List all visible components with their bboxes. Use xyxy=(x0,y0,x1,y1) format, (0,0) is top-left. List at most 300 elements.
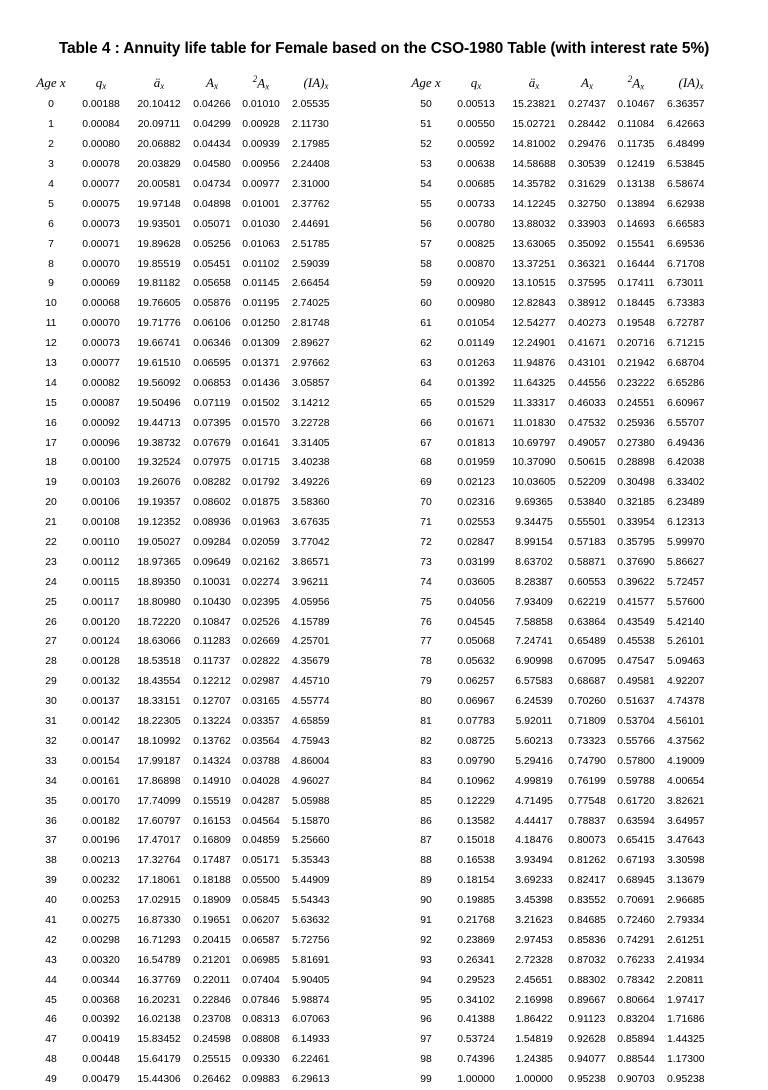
cell-annuity-due: 19.85519 xyxy=(137,258,181,270)
cell-age: 34 xyxy=(45,775,57,787)
cell-age: 30 xyxy=(45,696,57,708)
cell-annuity-due: 5.92011 xyxy=(515,716,553,728)
cell-qx: 0.00070 xyxy=(82,258,120,270)
header-age: Age x xyxy=(411,75,441,90)
cell-qx: 0.26341 xyxy=(457,954,495,966)
cell-IAx: 1.44325 xyxy=(667,1034,705,1046)
cell-qx: 0.00182 xyxy=(82,815,120,827)
table-row xyxy=(405,473,745,493)
cell-IAx: 4.45710 xyxy=(292,676,330,688)
cell-2Ax: 0.33954 xyxy=(617,517,655,529)
cell-annuity-due: 19.66741 xyxy=(137,338,181,350)
cell-2Ax: 0.74291 xyxy=(617,934,655,946)
table-row xyxy=(405,453,745,473)
table-row xyxy=(30,135,370,155)
cell-IAx: 3.82621 xyxy=(667,795,705,807)
table-row xyxy=(30,334,370,354)
cell-annuity-due: 13.63065 xyxy=(512,238,556,250)
table-row xyxy=(405,771,745,791)
cell-qx: 0.74396 xyxy=(457,1054,495,1066)
cell-IAx: 6.36357 xyxy=(667,99,705,111)
cell-annuity-due: 19.38732 xyxy=(137,437,181,449)
cell-2Ax: 0.32185 xyxy=(617,497,655,509)
cell-age: 28 xyxy=(45,656,57,668)
cell-IAx: 4.92207 xyxy=(667,676,705,688)
cell-age: 16 xyxy=(45,417,57,429)
cell-annuity-due: 6.57583 xyxy=(515,676,553,688)
cell-Ax: 0.49057 xyxy=(568,437,606,449)
table-row xyxy=(30,1030,370,1050)
cell-Ax: 0.58871 xyxy=(568,556,606,568)
cell-Ax: 0.04299 xyxy=(193,119,231,131)
table-row xyxy=(30,155,370,175)
table-row xyxy=(30,373,370,393)
cell-Ax: 0.24598 xyxy=(193,1034,231,1046)
cell-IAx: 5.90405 xyxy=(292,974,330,986)
cell-age: 18 xyxy=(45,457,57,469)
cell-2Ax: 0.02526 xyxy=(242,616,280,628)
cell-annuity-due: 17.99187 xyxy=(137,755,181,767)
cell-IAx: 5.09463 xyxy=(667,656,705,668)
cell-Ax: 0.87032 xyxy=(568,954,606,966)
cell-2Ax: 0.65415 xyxy=(617,835,655,847)
cell-age: 79 xyxy=(420,676,432,688)
table-row xyxy=(30,572,370,592)
cell-annuity-due: 19.71776 xyxy=(137,318,181,330)
cell-qx: 0.00103 xyxy=(82,477,120,489)
cell-qx: 0.00128 xyxy=(82,656,120,668)
cell-Ax: 0.26462 xyxy=(193,1074,231,1086)
cell-2Ax: 0.01010 xyxy=(242,99,280,111)
cell-annuity-due: 18.10992 xyxy=(137,735,181,747)
cell-2Ax: 0.02395 xyxy=(242,596,280,608)
cell-qx: 0.01671 xyxy=(457,417,495,429)
cell-qx: 0.06257 xyxy=(457,676,495,688)
cell-annuity-due: 10.03605 xyxy=(512,477,556,489)
cell-age: 29 xyxy=(45,676,57,688)
cell-Ax: 0.38912 xyxy=(568,298,606,310)
cell-qx: 0.00638 xyxy=(457,159,495,171)
cell-qx: 0.00147 xyxy=(82,735,120,747)
cell-age: 8 xyxy=(48,258,54,270)
cell-qx: 0.00077 xyxy=(82,358,120,370)
cell-Ax: 0.74790 xyxy=(568,755,606,767)
cell-IAx: 4.37562 xyxy=(667,735,705,747)
cell-IAx: 1.17300 xyxy=(667,1054,705,1066)
cell-Ax: 0.35092 xyxy=(568,238,606,250)
table-row xyxy=(30,652,370,672)
cell-Ax: 0.85836 xyxy=(568,934,606,946)
cell-qx: 1.00000 xyxy=(457,1074,495,1086)
cell-IAx: 2.61251 xyxy=(667,934,705,946)
cell-age: 98 xyxy=(420,1054,432,1066)
cell-annuity-due: 19.97148 xyxy=(137,198,181,210)
cell-IAx: 2.11730 xyxy=(292,119,329,131)
cell-annuity-due: 1.86422 xyxy=(515,1014,553,1026)
table-row xyxy=(30,871,370,891)
cell-Ax: 0.10847 xyxy=(193,616,231,628)
cell-qx: 0.00298 xyxy=(82,934,120,946)
cell-age: 11 xyxy=(45,318,57,330)
cell-annuity-due: 20.06882 xyxy=(137,139,181,151)
cell-age: 69 xyxy=(420,477,432,489)
cell-qx: 0.00479 xyxy=(82,1074,120,1086)
cell-IAx: 6.71215 xyxy=(667,338,705,350)
table-row xyxy=(405,274,745,294)
cell-IAx: 4.05956 xyxy=(292,596,330,608)
cell-annuity-due: 20.10412 xyxy=(137,99,181,111)
cell-IAx: 6.60967 xyxy=(667,397,705,409)
cell-annuity-due: 3.69233 xyxy=(515,875,553,887)
cell-age: 70 xyxy=(420,497,432,509)
cell-age: 64 xyxy=(420,377,432,389)
table-row xyxy=(405,314,745,334)
cell-age: 73 xyxy=(420,556,432,568)
cell-Ax: 0.09284 xyxy=(193,537,231,549)
cell-annuity-due: 6.90998 xyxy=(515,656,553,668)
cell-2Ax: 0.01309 xyxy=(242,338,280,350)
cell-IAx: 3.77042 xyxy=(292,537,330,549)
table-row xyxy=(30,214,370,234)
cell-IAx: 2.51785 xyxy=(292,238,330,250)
cell-Ax: 0.11283 xyxy=(193,636,231,648)
cell-qx: 0.00080 xyxy=(82,139,120,151)
table-row xyxy=(30,692,370,712)
table-row xyxy=(30,851,370,871)
cell-2Ax: 0.67193 xyxy=(617,855,655,867)
cell-qx: 0.06967 xyxy=(457,696,495,708)
cell-Ax: 0.12707 xyxy=(193,696,231,708)
cell-age: 21 xyxy=(45,517,57,529)
cell-Ax: 0.71809 xyxy=(568,716,606,728)
cell-Ax: 0.05876 xyxy=(193,298,231,310)
cell-2Ax: 0.05171 xyxy=(242,855,280,867)
cell-age: 43 xyxy=(45,954,57,966)
cell-2Ax: 0.02987 xyxy=(242,676,280,688)
cell-qx: 0.00070 xyxy=(82,318,120,330)
cell-2Ax: 0.01063 xyxy=(242,238,280,250)
cell-Ax: 0.08282 xyxy=(193,477,231,489)
table-row xyxy=(30,234,370,254)
table-row xyxy=(405,712,745,732)
cell-IAx: 6.22461 xyxy=(292,1054,330,1066)
cell-annuity-due: 2.45651 xyxy=(515,974,553,986)
table-row xyxy=(30,632,370,652)
cell-Ax: 0.14910 xyxy=(193,775,231,787)
cell-age: 2 xyxy=(48,139,54,151)
cell-2Ax: 0.41577 xyxy=(617,596,655,608)
table-row xyxy=(30,513,370,533)
cell-2Ax: 0.30498 xyxy=(617,477,655,489)
cell-qx: 0.00550 xyxy=(457,119,495,131)
cell-Ax: 0.43101 xyxy=(568,358,606,370)
cell-2Ax: 0.04564 xyxy=(242,815,280,827)
table-row xyxy=(30,314,370,334)
cell-age: 94 xyxy=(420,974,432,986)
table-row xyxy=(30,433,370,453)
table-row xyxy=(405,990,745,1010)
cell-Ax: 0.06853 xyxy=(193,377,231,389)
cell-age: 65 xyxy=(420,397,432,409)
cell-qx: 0.01054 xyxy=(457,318,495,330)
cell-Ax: 0.46033 xyxy=(568,397,606,409)
cell-2Ax: 0.47547 xyxy=(617,656,655,668)
cell-annuity-due: 5.60213 xyxy=(515,735,553,747)
header-annuity-due: $ä_x$ xyxy=(153,75,165,91)
cell-2Ax: 0.01792 xyxy=(242,477,280,489)
cell-IAx: 6.07063 xyxy=(292,1014,330,1026)
cell-age: 63 xyxy=(420,358,432,370)
table-row xyxy=(405,592,745,612)
cell-qx: 0.21768 xyxy=(457,914,495,926)
cell-Ax: 0.13762 xyxy=(193,735,231,747)
cell-IAx: 6.71708 xyxy=(667,258,705,270)
cell-annuity-due: 10.37090 xyxy=(512,457,556,469)
cell-qx: 0.00092 xyxy=(82,417,120,429)
cell-age: 47 xyxy=(45,1034,57,1046)
cell-2Ax: 0.63594 xyxy=(617,815,655,827)
table-row xyxy=(405,214,745,234)
cell-age: 46 xyxy=(45,1014,57,1026)
cell-IAx: 5.54343 xyxy=(292,895,330,907)
cell-age: 78 xyxy=(420,656,432,668)
cell-IAx: 5.05988 xyxy=(292,795,330,807)
cell-2Ax: 0.01963 xyxy=(242,517,280,529)
cell-annuity-due: 13.88032 xyxy=(512,218,556,230)
cell-IAx: 6.58674 xyxy=(667,179,705,190)
cell-qx: 0.00106 xyxy=(82,497,120,509)
cell-annuity-due: 4.71495 xyxy=(515,795,553,807)
cell-qx: 0.00368 xyxy=(82,994,120,1006)
cell-annuity-due: 18.97365 xyxy=(137,556,181,568)
cell-qx: 0.18154 xyxy=(457,875,495,887)
cell-annuity-due: 3.93494 xyxy=(515,855,553,867)
header-Ax: $A_x$ xyxy=(206,75,218,91)
table-row xyxy=(405,95,745,115)
cell-qx: 0.00068 xyxy=(82,298,120,310)
table-right-half xyxy=(405,71,745,1090)
cell-IAx: 6.68704 xyxy=(667,358,705,370)
cell-Ax: 0.70260 xyxy=(568,696,606,708)
cell-IAx: 1.71686 xyxy=(667,1014,705,1026)
cell-qx: 0.00112 xyxy=(82,556,120,568)
cell-age: 81 xyxy=(420,716,432,728)
cell-age: 55 xyxy=(420,198,432,210)
table-row xyxy=(405,632,745,652)
cell-qx: 0.03199 xyxy=(457,556,495,568)
table-left-half xyxy=(30,71,370,1090)
cell-IAx: 6.55707 xyxy=(667,417,705,429)
cell-annuity-due: 18.63066 xyxy=(137,636,181,648)
table-body-left xyxy=(30,95,370,1090)
cell-age: 85 xyxy=(420,795,432,807)
cell-age: 13 xyxy=(45,358,57,370)
table-row xyxy=(30,831,370,851)
cell-annuity-due: 15.83452 xyxy=(137,1034,181,1046)
cell-Ax: 0.10430 xyxy=(193,596,231,608)
table-row xyxy=(30,254,370,274)
cell-Ax: 0.22011 xyxy=(193,974,231,986)
cell-Ax: 0.06106 xyxy=(193,318,231,330)
cell-2Ax: 0.53704 xyxy=(617,716,655,728)
cell-qx: 0.00232 xyxy=(82,875,120,887)
cell-Ax: 0.32750 xyxy=(568,198,606,210)
cell-IAx: 6.23489 xyxy=(667,497,705,509)
cell-Ax: 0.94077 xyxy=(568,1054,606,1066)
cell-age: 37 xyxy=(45,835,57,847)
cell-qx: 0.05632 xyxy=(457,656,495,668)
cell-age: 72 xyxy=(420,537,432,549)
cell-IAx: 6.66583 xyxy=(667,218,705,230)
cell-Ax: 0.06346 xyxy=(193,338,231,350)
cell-IAx: 4.75943 xyxy=(292,735,330,747)
cell-2Ax: 0.18445 xyxy=(617,298,655,310)
cell-age: 4 xyxy=(48,179,54,190)
cell-IAx: 4.00654 xyxy=(667,775,705,787)
table-row xyxy=(405,970,745,990)
cell-2Ax: 0.01641 xyxy=(242,437,280,449)
cell-qx: 0.00685 xyxy=(457,179,495,190)
cell-age: 76 xyxy=(420,616,432,628)
cell-annuity-due: 18.80980 xyxy=(137,596,181,608)
table-row xyxy=(30,712,370,732)
cell-annuity-due: 19.50496 xyxy=(137,397,181,409)
cell-age: 96 xyxy=(420,1014,432,1026)
table-row xyxy=(405,950,745,970)
cell-annuity-due: 2.16998 xyxy=(515,994,553,1006)
table-row xyxy=(405,135,745,155)
cell-2Ax: 0.55766 xyxy=(617,735,655,747)
cell-2Ax: 0.35795 xyxy=(617,537,655,549)
cell-annuity-due: 16.71293 xyxy=(137,934,181,946)
cell-Ax: 0.04266 xyxy=(193,99,231,111)
cell-qx: 0.10962 xyxy=(457,775,495,787)
cell-2Ax: 0.00977 xyxy=(242,179,280,190)
cell-annuity-due: 18.22305 xyxy=(137,716,181,728)
cell-age: 92 xyxy=(420,934,432,946)
table-row xyxy=(405,891,745,911)
cell-qx: 0.01392 xyxy=(457,377,495,389)
table-row xyxy=(405,194,745,214)
cell-age: 44 xyxy=(45,974,57,986)
header-2Ax: $^2A_x$ xyxy=(627,74,645,92)
cell-qx: 0.00419 xyxy=(82,1034,120,1046)
cell-IAx: 6.12313 xyxy=(667,517,705,529)
table-row xyxy=(405,413,745,433)
table-row xyxy=(405,294,745,314)
table-row xyxy=(30,672,370,692)
cell-age: 42 xyxy=(45,934,57,946)
table-row xyxy=(30,115,370,135)
cell-2Ax: 0.43549 xyxy=(617,616,655,628)
cell-age: 84 xyxy=(420,775,432,787)
cell-annuity-due: 3.21623 xyxy=(515,914,553,926)
cell-Ax: 0.05451 xyxy=(193,258,231,270)
table-row xyxy=(30,811,370,831)
cell-age: 26 xyxy=(45,616,57,628)
cell-Ax: 0.57183 xyxy=(568,537,606,549)
cell-qx: 0.00170 xyxy=(82,795,120,807)
cell-IAx: 4.35679 xyxy=(292,656,330,668)
table-row xyxy=(30,294,370,314)
cell-age: 60 xyxy=(420,298,432,310)
cell-qx: 0.02316 xyxy=(457,497,495,509)
cell-Ax: 0.07679 xyxy=(193,437,231,449)
cell-2Ax: 0.21942 xyxy=(617,358,655,370)
cell-Ax: 0.36321 xyxy=(568,258,606,270)
cell-annuity-due: 4.18476 xyxy=(515,835,553,847)
cell-IAx: 2.59039 xyxy=(292,258,330,270)
cell-qx: 0.00320 xyxy=(82,954,120,966)
cell-qx: 0.00075 xyxy=(82,198,120,210)
cell-qx: 0.00069 xyxy=(82,278,120,290)
cell-IAx: 2.37762 xyxy=(292,198,330,210)
table-body-right xyxy=(405,95,745,1090)
header-2Ax: $^2A_x$ xyxy=(252,74,270,92)
cell-qx: 0.00870 xyxy=(457,258,495,270)
cell-age: 17 xyxy=(45,437,57,449)
cell-Ax: 0.05071 xyxy=(193,218,231,230)
cell-2Ax: 0.68945 xyxy=(617,875,655,887)
cell-IAx: 4.55774 xyxy=(292,696,330,708)
header-qx: $q_x$ xyxy=(470,75,482,91)
cell-IAx: 4.96027 xyxy=(292,775,330,787)
cell-Ax: 0.63864 xyxy=(568,616,606,628)
cell-2Ax: 0.08313 xyxy=(242,1014,280,1026)
cell-Ax: 0.37595 xyxy=(568,278,606,290)
table-row xyxy=(30,1070,370,1090)
cell-IAx: 3.58360 xyxy=(292,497,330,509)
cell-qx: 0.00084 xyxy=(82,119,120,131)
cell-age: 54 xyxy=(420,179,432,190)
cell-Ax: 0.08602 xyxy=(193,497,231,509)
cell-IAx: 6.33402 xyxy=(667,477,705,489)
cell-annuity-due: 11.01830 xyxy=(512,417,556,429)
cell-age: 66 xyxy=(420,417,432,429)
cell-age: 71 xyxy=(420,517,432,529)
cell-annuity-due: 18.43554 xyxy=(137,676,181,688)
cell-IAx: 5.44909 xyxy=(292,875,330,887)
cell-IAx: 4.56101 xyxy=(667,716,705,728)
cell-qx: 0.00592 xyxy=(457,139,495,151)
cell-IAx: 6.69536 xyxy=(667,238,705,250)
cell-2Ax: 0.02669 xyxy=(242,636,280,648)
cell-Ax: 0.09649 xyxy=(193,556,231,568)
cell-Ax: 0.47532 xyxy=(568,417,606,429)
cell-Ax: 0.89667 xyxy=(568,994,606,1006)
cell-2Ax: 0.01001 xyxy=(242,198,280,210)
cell-2Ax: 0.24551 xyxy=(617,397,655,409)
cell-2Ax: 0.01145 xyxy=(242,278,280,290)
cell-annuity-due: 11.33317 xyxy=(512,397,556,409)
cell-2Ax: 0.23222 xyxy=(617,377,655,389)
cell-IAx: 6.73383 xyxy=(667,298,705,310)
table-row xyxy=(30,1050,370,1070)
cell-annuity-due: 19.61510 xyxy=(137,358,181,370)
cell-qx: 0.00154 xyxy=(82,755,120,767)
cell-2Ax: 0.00956 xyxy=(242,159,280,171)
cell-annuity-due: 19.44713 xyxy=(137,417,181,429)
cell-IAx: 3.86571 xyxy=(292,556,330,568)
cell-IAx: 6.53845 xyxy=(667,159,705,171)
cell-2Ax: 0.03788 xyxy=(242,755,280,767)
cell-age: 3 xyxy=(48,159,54,171)
cell-IAx: 5.25660 xyxy=(292,835,330,847)
cell-qx: 0.16538 xyxy=(457,855,495,867)
cell-Ax: 0.19651 xyxy=(193,914,231,926)
cell-IAx: 2.17985 xyxy=(292,139,330,151)
cell-2Ax: 0.12419 xyxy=(617,159,655,171)
